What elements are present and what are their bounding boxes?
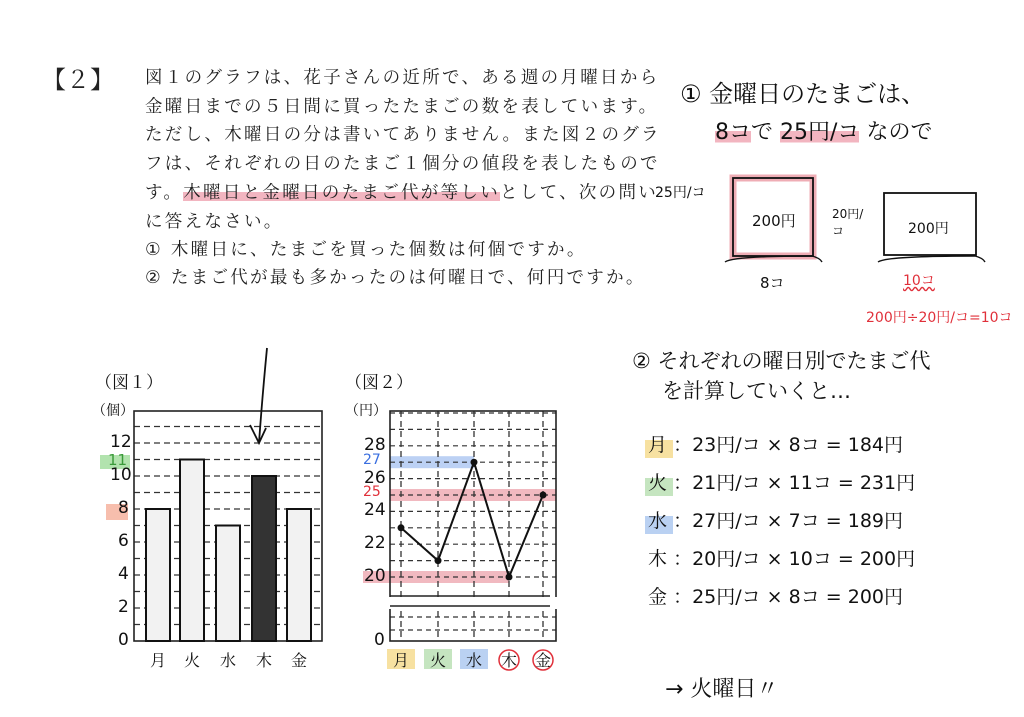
y-tick-label: 28 <box>364 434 386 455</box>
calc-expression: ：27円/コ × 7コ = 189円 <box>673 510 903 532</box>
arrow-annotation <box>250 348 267 443</box>
problem-line: フは、それぞれの日のたまご１個分の値段を表したもので <box>145 154 660 174</box>
box2-brace <box>878 256 985 262</box>
note1-line2 <box>715 115 932 146</box>
x-tick-label: 月 <box>392 651 410 670</box>
y-tick-label: 2 <box>118 597 129 617</box>
figure1-ylabel: （個） <box>92 403 134 419</box>
highlight-8ko: 8コ <box>715 120 751 145</box>
problem-line: ただし、木曜日の分は書いてありません。また図２のグラ <box>145 125 661 145</box>
day-label: 金 <box>648 586 668 608</box>
day-label: 火 <box>648 472 668 494</box>
annotation-27: 27 <box>363 452 381 468</box>
note2-line1: ② それぞれの曜日別でたまご代 <box>632 349 931 373</box>
y-tick-label: 4 <box>118 564 129 584</box>
calc-row <box>648 544 915 571</box>
calc-row <box>648 468 915 495</box>
x-tick-label: 月 <box>149 651 167 670</box>
y-tick-label: 26 <box>364 467 386 488</box>
annotation-11: 11 <box>108 451 128 469</box>
annotation-25: 25 <box>363 484 381 500</box>
x-tick-label: 金 <box>290 651 308 670</box>
day-label: 水 <box>648 510 668 532</box>
data-point-木 <box>506 574 513 581</box>
calc-expression: ：20円/コ × 10コ = 200円 <box>673 548 916 570</box>
data-point-火 <box>435 557 442 564</box>
problem-number: 【２】 <box>42 66 114 94</box>
text: す。 <box>145 183 184 203</box>
price-line <box>401 462 543 577</box>
box1-area: 200円 <box>752 212 796 230</box>
x-tick-label: 木 <box>255 651 273 670</box>
note2-line2: を計算していくと… <box>662 379 851 403</box>
x-tick-label: 水 <box>219 651 237 670</box>
axis-break-gap <box>389 597 557 609</box>
box2-area: 200円 <box>908 221 949 237</box>
text: で <box>751 120 774 145</box>
y-tick-label: 20 <box>364 566 386 586</box>
text: として、次の問い <box>500 183 659 203</box>
box2-bottom: 10コ <box>903 273 935 289</box>
figure2-title: （図２） <box>345 373 413 393</box>
question-2: ② たまご代が最も多かったのは何曜日で、何円ですか。 <box>145 268 646 288</box>
data-point-水 <box>471 459 478 466</box>
y-tick-label: 0 <box>118 630 129 650</box>
x-tick-label: 水 <box>465 651 483 670</box>
y-tick-label: 10 <box>110 465 132 485</box>
y-tick-label: 0 <box>374 630 385 650</box>
calc-row <box>648 506 903 533</box>
text: なので <box>866 120 933 145</box>
data-point-月 <box>398 524 405 531</box>
x-tick-label: 金 <box>534 651 552 670</box>
x-tick-label: 火 <box>429 651 447 670</box>
day-label: 木 <box>648 548 668 570</box>
y-tick-label: 12 <box>110 432 132 452</box>
highlighted-condition: 木曜日と金曜日のたまご代が等しい <box>183 183 501 203</box>
x-tick-label: 木 <box>500 651 518 670</box>
bar-水 <box>216 526 240 642</box>
problem-line: に答えなさい。 <box>145 212 284 232</box>
calc-expression: ：21円/コ × 11コ = 231円 <box>673 472 916 494</box>
calc-row <box>648 582 903 609</box>
note1-line1: ① 金曜日のたまごは、 <box>680 80 926 108</box>
figure2-ylabel: （円） <box>345 403 387 419</box>
calc-note: 200円÷20円/コ=10コ <box>866 310 1013 326</box>
box1-side-label: 25円/コ <box>655 185 706 201</box>
calc-expression: ：23円/コ × 8コ = 184円 <box>673 434 903 456</box>
bar-木 <box>252 476 276 641</box>
problem-line: 図１のグラフは、花子さんの近所で、ある週の月曜日から <box>145 68 660 88</box>
y-tick-label: 24 <box>364 500 386 521</box>
bar-月 <box>146 509 170 641</box>
problem-line: 金曜日までの５日間に買ったたまごの数を表しています。 <box>145 97 659 117</box>
bar-火 <box>180 460 204 642</box>
highlight-25yen: 25円/コ <box>780 120 860 145</box>
question-1: ① 木曜日に、たまごを買った個数は何個ですか。 <box>145 240 587 260</box>
answer-note: → 火曜日〃 <box>665 677 779 702</box>
figure1-title: （図１） <box>95 373 163 393</box>
x-tick-label: 火 <box>183 651 201 670</box>
calc-expression: ：25円/コ × 8コ = 200円 <box>673 586 903 608</box>
y-tick-label: 8 <box>118 498 129 518</box>
y-tick-label: 6 <box>118 531 129 551</box>
box2-side-label: 20円/コ <box>832 207 864 238</box>
calc-row <box>648 430 903 457</box>
data-point-金 <box>540 492 547 499</box>
y-tick-label: 22 <box>364 533 386 554</box>
day-label: 月 <box>648 434 668 456</box>
box1-bottom: 8コ <box>760 274 785 292</box>
bar-金 <box>287 509 311 641</box>
